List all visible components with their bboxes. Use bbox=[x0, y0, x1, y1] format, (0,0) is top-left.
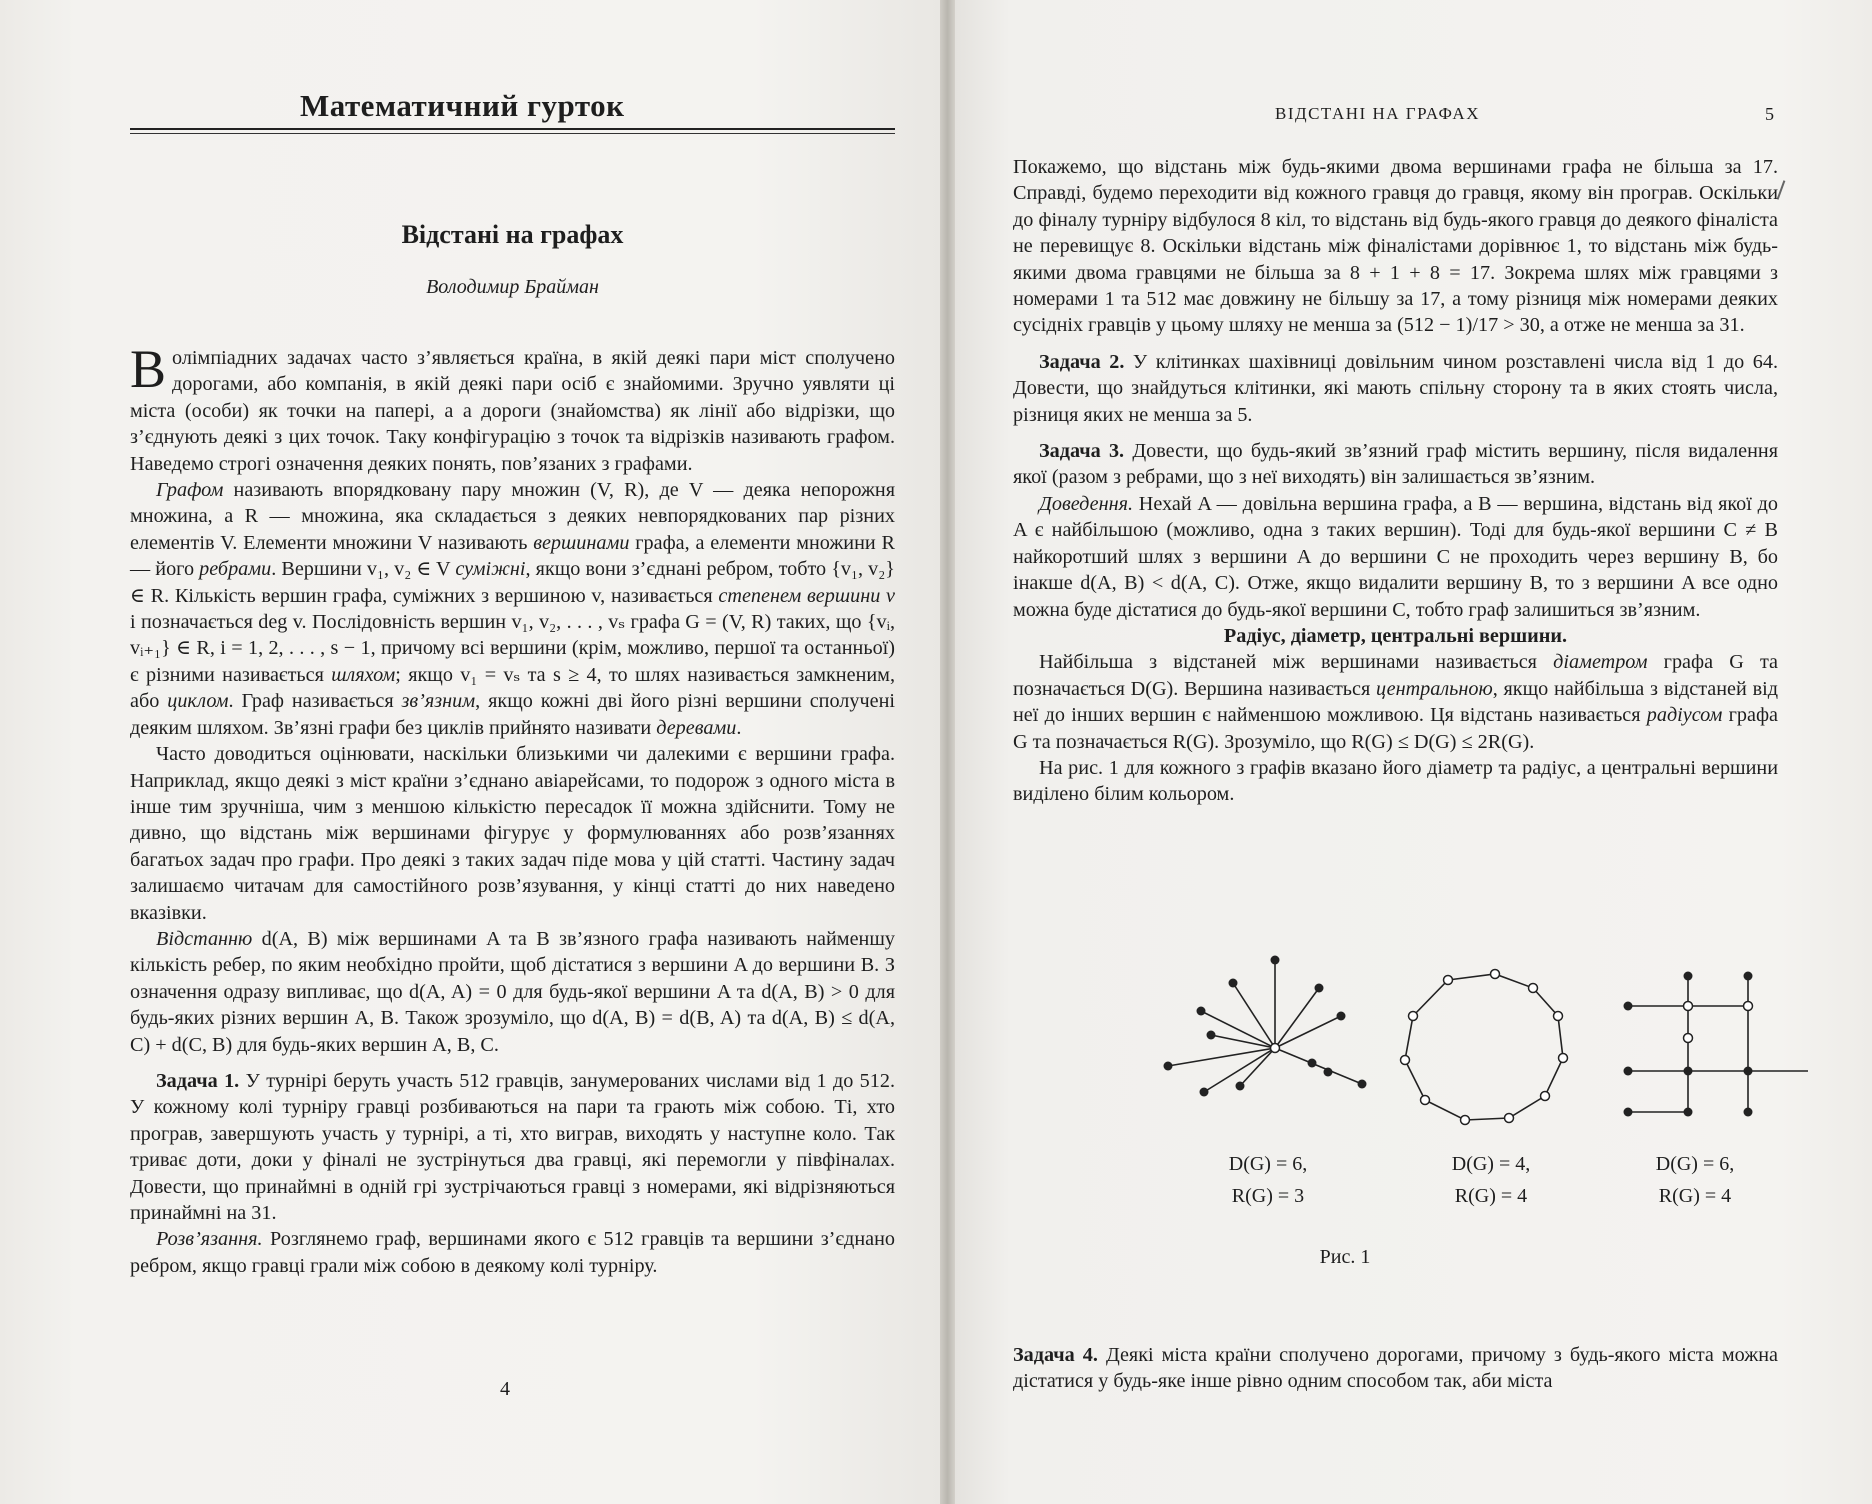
def-text: і позначається deg v. Послідовність вершин v₁, v₂, . . . , vₛ графа G = (V, R) таких, що {vᵢ, vᵢ₊₁} ∈ R, i = 1, 2, . . . , s − 1, причому всі вершини (крім, можливо, першої та останньої) є різними називається bbox=[130, 611, 895, 686]
task4-paragraph bbox=[1013, 1342, 1778, 1395]
graph2-diameter-label: D(G) = 4, bbox=[1451, 1153, 1531, 1175]
task1-label: Задача 1. bbox=[156, 1069, 240, 1092]
diam-text: , якщо найбільша з відстаней від неї до інших вершин є найменшою можливою. Ця відстань називається bbox=[1013, 677, 1778, 727]
article-title: Відстані на графах bbox=[401, 220, 624, 249]
diameter-paragraph bbox=[1013, 649, 1778, 755]
task1-paragraph bbox=[130, 1068, 895, 1226]
task2-label: Задача 2. bbox=[1039, 350, 1125, 373]
right-text-column bbox=[1013, 154, 1778, 806]
section-heading: Радіус, діаметр, центральні вершини. bbox=[1223, 624, 1568, 647]
task4-label: Задача 4. bbox=[1013, 1344, 1098, 1366]
dropcap: В bbox=[130, 339, 167, 399]
distance-paragraph bbox=[130, 926, 895, 1058]
term-radius: радіусом bbox=[1646, 704, 1723, 727]
after-figure-text bbox=[1013, 1292, 1778, 1395]
figure-caption: Рис. 1 bbox=[1319, 1246, 1371, 1268]
figure-intro-continued bbox=[1013, 1292, 1778, 1342]
diam-text: Найбільша з відстаней між вершинами називається bbox=[1039, 651, 1554, 674]
graph1-diameter-label: D(G) = 6, bbox=[1228, 1153, 1308, 1175]
def-text: . Граф називається bbox=[228, 690, 402, 713]
term-central: центральною bbox=[1376, 677, 1493, 700]
left-text-column bbox=[130, 339, 896, 1279]
distance-text: d(A, B) між вершинами A та B зв’язного графа називають найменшу кількість ребер, по яким необхідно пройти, щоб дістатися з вершини A до вершини B. З означення одразу випливає, що d(A, A) = 0 для будь-якої вершини A та d(A, B) > 0 для будь-яких різних вершин A, B. Також зрозуміло, що d(A, B) = d(B, A) та d(A, B) ≤ d(A, C) + d(C, B) для будь-яких вершин A, B, C. bbox=[130, 927, 895, 1056]
def-text: ; якщо v₁ = vₛ та s ≥ 4, то шлях називається замкненим, або bbox=[130, 663, 896, 713]
article-author: Володимир Брайман bbox=[426, 276, 599, 298]
page-number-left: 4 bbox=[500, 1378, 510, 1400]
proof-label: Доведення. bbox=[1039, 492, 1134, 515]
task2-paragraph bbox=[1013, 349, 1778, 428]
header-rule-thin bbox=[130, 133, 895, 134]
show-paragraph: Покажемо, що відстань між будь-якими двома вершинами графа не більша за 17. Справді, будемо переходити від кожного гравця до гравця, якому він програв. Оскільки до фіналу турніру відбулося 8 кіл, то відстань від будь-якого гравця до деякого фіналіста не перевищує 8. Оскільки відстань між фіналістами дорівнює 1, то відстань між будь-якими двома гравцями не більша за 8 + 1 + 8 = 17. Зокрема шлях між гравцями з номерами 1 та 512 має довжину не більшу за 17, а тому різниця між номерами деяких сусідніх гравців у цьому шляху не менша за (512 − 1)/17 > 30, а отже не менша за 31. bbox=[1013, 156, 1778, 337]
diam-text: графа G та позначається R(G). Зрозуміло, що R(G) ≤ D(G) ≤ 2R(G). bbox=[1013, 704, 1778, 753]
proof-paragraph bbox=[1013, 491, 1778, 623]
white-central-vertices bbox=[1271, 970, 1753, 1125]
diam-text: графа G та позначається D(G). Вершина називається bbox=[1013, 651, 1778, 700]
solution-text: Розглянемо граф, вершинами якого є 512 гравців та вершини з’єднано ребром, якщо гравці грали між собою в деякому колі турніру. bbox=[130, 1228, 895, 1277]
graph3-radius-label: R(G) = 4 bbox=[1658, 1185, 1732, 1207]
term-graph: Графом bbox=[156, 479, 224, 502]
task3-text: Довести, що будь-який зв’язний граф містить вершину, після видалення якої (разом з ребрами, що з неї виходять) він залишається зв’язним. bbox=[1013, 440, 1778, 489]
term-trees: деревами bbox=[656, 716, 737, 739]
def-text: називають впорядковану пару множин (V, R), де V — деяка непорожня множина, а R — множина, яка складається з деяких невпорядкованих пар різних елементів V. Елементи множини V називають bbox=[130, 479, 895, 554]
book-gutter bbox=[940, 0, 955, 1504]
often-paragraph: Часто доводиться оцінювати, наскільки близькими чи далекими є вершини графа. Наприклад, якщо деякі з міст країни з’єднано авіарейсами, то подорож з одного міста в інше тим зручніша, чим з меншою кількістю пересадок її можна здійснити. Тому не дивно, що відстань між вершинами фігурує у формулюваннях або розв’язаннях багатьох задач про графи. Про деякі з таких задач піде мова у цій статті. Частину задач залишаємо читачам для самостійного розв’язування, у кінці статті до них наведено вказівки. bbox=[130, 743, 895, 924]
term-connected: зв’язним bbox=[401, 690, 476, 713]
journal-title: Математичний гурток bbox=[300, 88, 625, 123]
graph-definition-paragraph bbox=[130, 477, 895, 741]
task3-paragraph bbox=[1013, 438, 1778, 491]
def-text: графа, а елементи множини R — його bbox=[130, 531, 895, 581]
term-degree: степенем вершини v bbox=[718, 584, 895, 607]
def-text: , якщо кожні дві його різні вершини сполучені деяким шляхом. Зв’язні графи без циклів прийнято називати bbox=[130, 690, 895, 739]
proof-text: Нехай A — довільна вершина графа, а B — вершина, відстань від якої до A є найбільшою (можливо, одна з таких вершин). Тоді для будь-якої вершини C ≠ B найкоротший шлях з вершини A до вершини C не проходить через вершину B, бо інакше d(A, B) < d(A, C). Отже, якщо видалити вершину B, то з вершини A все одно можна буде дістатися до будь-якої вершини C, тобто граф залишиться зв’язним. bbox=[1013, 492, 1778, 621]
term-diameter: діаметром bbox=[1553, 651, 1648, 674]
term-distance: Відстанню bbox=[156, 927, 253, 950]
solution-paragraph bbox=[130, 1226, 895, 1279]
right-page bbox=[955, 0, 1872, 1504]
term-path: шляхом bbox=[331, 663, 396, 686]
term-vertices: вершинами bbox=[533, 531, 630, 554]
task1-text: У турнірі беруть участь 512 гравців, занумерованих числами від 1 до 512. У кожному колі турніру гравці розбиваються на пари та грають між собою. Ті, хто програв, завершують участь у турнірі, а ті, хто виграв, виходять у наступне коло. Так триває доти, доки у фіналі не зустрінуться два гравці, які перемогли у півфіналах. Довести, що принаймні в одній грі зустрічаються гравці з номерами, які відрізняються принаймні на 31. bbox=[130, 1069, 895, 1224]
def-text: . Вершини v₁, v₂ ∈ V bbox=[271, 558, 456, 581]
page-number-right: 5 bbox=[1765, 104, 1774, 124]
task3-label: Задача 3. bbox=[1039, 440, 1125, 463]
term-edges: ребрами bbox=[199, 558, 272, 581]
intro-paragraph bbox=[130, 339, 895, 477]
figure-intro-paragraph: На рис. 1 для кожного з графів вказано його діаметр та радіус, а центральні вершини виділено білим кольором. bbox=[1013, 756, 1778, 806]
graph2-radius-label: R(G) = 4 bbox=[1454, 1185, 1528, 1207]
def-text: , якщо вони з’єднані ребром, тобто {v₁, v₂} ∈ R. Кількість вершин графа, суміжних з вершиною v, називається bbox=[130, 558, 895, 607]
graph3-diameter-label: D(G) = 6, bbox=[1655, 1153, 1735, 1175]
term-cycle: циклом bbox=[167, 690, 229, 713]
header-rule bbox=[130, 128, 895, 130]
def-text: . bbox=[736, 716, 742, 739]
task4-text: Деякі міста країни сполучено дорогами, причому з будь-якого міста можна дістатися у будь-яке інше рівно одним способом так, аби міста bbox=[1013, 1344, 1778, 1393]
term-adjacent: суміжні bbox=[455, 558, 526, 581]
solution-label: Розв’язання. bbox=[156, 1228, 263, 1251]
graph1-radius-label: R(G) = 3 bbox=[1231, 1185, 1305, 1207]
figure-1 bbox=[1013, 928, 1793, 1268]
running-head: ВІДСТАНІ НА ГРАФАХ bbox=[1275, 104, 1480, 123]
intro-text: олімпіадних задачах часто з’являється країна, в якій деякі пари міст сполучено дорогами, або компанія, в якій деякі пари осіб є знайомими. Зручно уявляти ці міста (особи) як точки на папері, а а дороги (знайомства) як лінії або відрізки, що з’єднують деякі з цих точок. Таку конфігурацію з точок та відрізків називають графом. Наведемо строгі означення деяких понять, пов’язаних з графами. bbox=[130, 347, 895, 475]
task2-text: У клітинках шахівниці довільним чином розставлені числа від 1 до 64. Довести, що знайдуться клітинки, які мають спільну сторону та в яких стоять числа, різниця яких не менша за 5. bbox=[1013, 350, 1778, 426]
